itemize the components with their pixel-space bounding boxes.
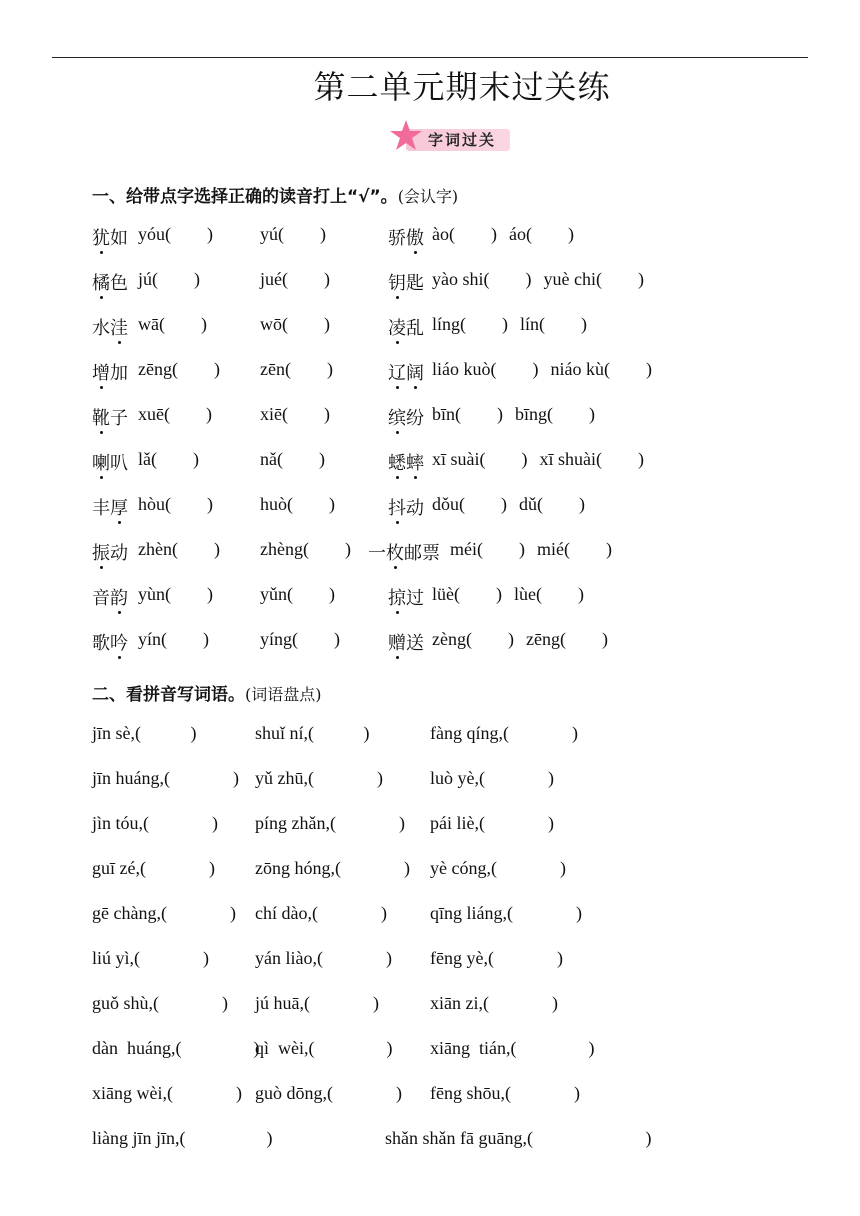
section1-label: 一、给带点字选择正确的读音打上“√”。: [92, 187, 398, 207]
reading-option[interactable]: ào( ): [432, 224, 497, 244]
reading-row: [92, 269, 832, 299]
reading-option[interactable]: yùn( ): [138, 584, 213, 604]
dotted-word: 辽阔: [388, 359, 424, 385]
reading-option[interactable]: jué( ): [260, 269, 330, 289]
reading-option[interactable]: dǔ( ): [519, 494, 585, 514]
section2-heading: [92, 680, 322, 705]
pinyin-blank[interactable]: qīng liáng,( ): [430, 903, 582, 923]
reading-option[interactable]: yào shi( ): [432, 269, 532, 289]
section1-note: (会认字): [397, 187, 459, 206]
pinyin-blank[interactable]: shǎn shǎn fā guāng,( ): [385, 1128, 652, 1148]
reading-row: [92, 629, 832, 659]
pinyin-row: [92, 723, 832, 753]
reading-option[interactable]: wā( ): [138, 314, 207, 334]
pinyin-blank[interactable]: gē chàng,( ): [92, 903, 236, 923]
pinyin-blank[interactable]: yǔ zhū,( ): [255, 768, 383, 788]
pinyin-row: [92, 1083, 832, 1113]
reading-option[interactable]: xī suài( ): [432, 449, 528, 469]
dotted-word: 蟋蟀: [388, 449, 424, 475]
pinyin-blank[interactable]: dàn huáng,( ): [92, 1038, 260, 1058]
pinyin-blank[interactable]: luò yè,( ): [430, 768, 554, 788]
pinyin-blank[interactable]: xiāng tián,( ): [430, 1038, 595, 1058]
reading-option[interactable]: áo( ): [508, 224, 574, 244]
reading-option[interactable]: lùe( ): [513, 584, 584, 604]
dotted-word: 音韵: [92, 584, 128, 610]
dotted-word: 骄傲: [388, 224, 424, 250]
reading-option[interactable]: nǎ( ): [260, 449, 325, 469]
reading-option[interactable]: yín( ): [138, 629, 209, 649]
pinyin-blank[interactable]: xiāng wèi,( ): [92, 1083, 242, 1103]
badge-label: 字词过关: [428, 131, 497, 149]
pinyin-blank[interactable]: guī zé,( ): [92, 858, 215, 878]
reading-option[interactable]: yú( ): [260, 224, 326, 244]
pinyin-blank[interactable]: fēng shōu,( ): [430, 1083, 580, 1103]
pinyin-blank[interactable]: zōng hóng,( ): [255, 858, 410, 878]
pinyin-blank[interactable]: fàng qíng,( ): [430, 723, 578, 743]
reading-option[interactable]: bīng( ): [515, 404, 595, 424]
pinyin-blank[interactable]: qì wèi,( ): [255, 1038, 393, 1058]
reading-row: [92, 539, 832, 569]
reading-option[interactable]: mié( ): [536, 539, 612, 559]
pinyin-blank[interactable]: shuǐ ní,( ): [255, 723, 370, 743]
reading-option[interactable]: yíng( ): [260, 629, 340, 649]
dotted-word: 缤纷: [388, 404, 424, 430]
section1-heading: [92, 182, 458, 207]
pinyin-blank[interactable]: liú yì,( ): [92, 948, 209, 968]
pinyin-blank[interactable]: jīn sè,( ): [92, 723, 197, 743]
dotted-word: 钥匙: [388, 269, 424, 295]
dotted-word: 喇叭: [92, 449, 128, 475]
reading-option[interactable]: yuè chi( ): [543, 269, 644, 289]
dotted-word: 歌吟: [92, 629, 128, 655]
reading-option[interactable]: hòu( ): [138, 494, 213, 514]
reading-option[interactable]: méi( ): [450, 539, 525, 559]
dotted-word: 掠过: [388, 584, 424, 610]
section2-label: 二、看拼音写词语。: [92, 685, 245, 705]
reading-option[interactable]: niáo kù( ): [550, 359, 652, 379]
pinyin-blank[interactable]: guǒ shù,( ): [92, 993, 228, 1013]
pinyin-blank[interactable]: yán liào,( ): [255, 948, 392, 968]
dotted-word: 赠送: [388, 629, 424, 655]
reading-option[interactable]: wō( ): [260, 314, 330, 334]
reading-row: [92, 314, 832, 344]
reading-option[interactable]: huò( ): [260, 494, 335, 514]
reading-option[interactable]: zèng( ): [432, 629, 514, 649]
dotted-word: 靴子: [92, 404, 128, 430]
pinyin-row: [92, 768, 832, 798]
pinyin-row: [92, 1038, 832, 1068]
pinyin-blank[interactable]: xiān zi,( ): [430, 993, 558, 1013]
pinyin-blank[interactable]: chí dào,( ): [255, 903, 387, 923]
dotted-word: 水洼: [92, 314, 128, 340]
reading-option[interactable]: zēn( ): [260, 359, 333, 379]
reading-option[interactable]: zēng( ): [138, 359, 220, 379]
reading-row: [92, 359, 832, 389]
pinyin-row: [92, 948, 832, 978]
star-icon: [388, 118, 424, 154]
reading-option[interactable]: xī shuài( ): [539, 449, 644, 469]
section-badge: [388, 118, 514, 158]
reading-option[interactable]: lín( ): [520, 314, 587, 334]
pinyin-row: [92, 993, 832, 1023]
dotted-word: 增加: [92, 359, 128, 385]
reading-row: [92, 224, 832, 254]
dotted-word: 丰厚: [92, 494, 128, 520]
pinyin-row: [92, 1128, 832, 1158]
reading-row: [92, 494, 832, 524]
pinyin-blank[interactable]: jīn huáng,( ): [92, 768, 239, 788]
reading-option[interactable]: zēng( ): [525, 629, 608, 649]
reading-option[interactable]: bīn( ): [432, 404, 503, 424]
reading-option[interactable]: xiē( ): [260, 404, 330, 424]
top-rule: [52, 57, 808, 58]
reading-option[interactable]: xuē( ): [138, 404, 212, 424]
reading-option[interactable]: zhèng( ): [260, 539, 351, 559]
pinyin-row: [92, 813, 832, 843]
dotted-word: 一枚邮票: [368, 539, 440, 565]
reading-option[interactable]: líng( ): [432, 314, 508, 334]
dotted-word: 犹如: [92, 224, 128, 250]
pinyin-row: [92, 903, 832, 933]
dotted-word: 凌乱: [388, 314, 424, 340]
pinyin-blank[interactable]: yè cóng,( ): [430, 858, 566, 878]
dotted-word: 橘色: [92, 269, 128, 295]
reading-row: [92, 449, 832, 479]
section2-note: (词语盘点): [245, 685, 322, 704]
pinyin-row: [92, 858, 832, 888]
reading-option[interactable]: zhèn( ): [138, 539, 220, 559]
pinyin-blank[interactable]: jìn tóu,( ): [92, 813, 218, 833]
pinyin-blank[interactable]: jú huā,( ): [255, 993, 379, 1013]
reading-row: [92, 404, 832, 434]
pinyin-blank[interactable]: píng zhǎn,( ): [255, 813, 405, 833]
reading-option[interactable]: lüè( ): [432, 584, 502, 604]
pinyin-blank[interactable]: guò dōng,( ): [255, 1083, 402, 1103]
reading-option[interactable]: lǎ( ): [138, 449, 199, 469]
dotted-word: 抖动: [388, 494, 424, 520]
pinyin-blank[interactable]: liàng jīn jīn,( ): [92, 1128, 273, 1148]
pinyin-blank[interactable]: pái liè,( ): [430, 813, 554, 833]
page-title: 第二单元期末过关练: [313, 69, 611, 105]
reading-row: [92, 584, 832, 614]
dotted-word: 振动: [92, 539, 128, 565]
reading-option[interactable]: liáo kuò( ): [432, 359, 539, 379]
reading-option[interactable]: jú( ): [138, 269, 200, 289]
reading-option[interactable]: yóu( ): [138, 224, 213, 244]
reading-option[interactable]: yǔn( ): [260, 584, 335, 604]
reading-option[interactable]: dǒu( ): [432, 494, 507, 514]
pinyin-blank[interactable]: fēng yè,( ): [430, 948, 563, 968]
